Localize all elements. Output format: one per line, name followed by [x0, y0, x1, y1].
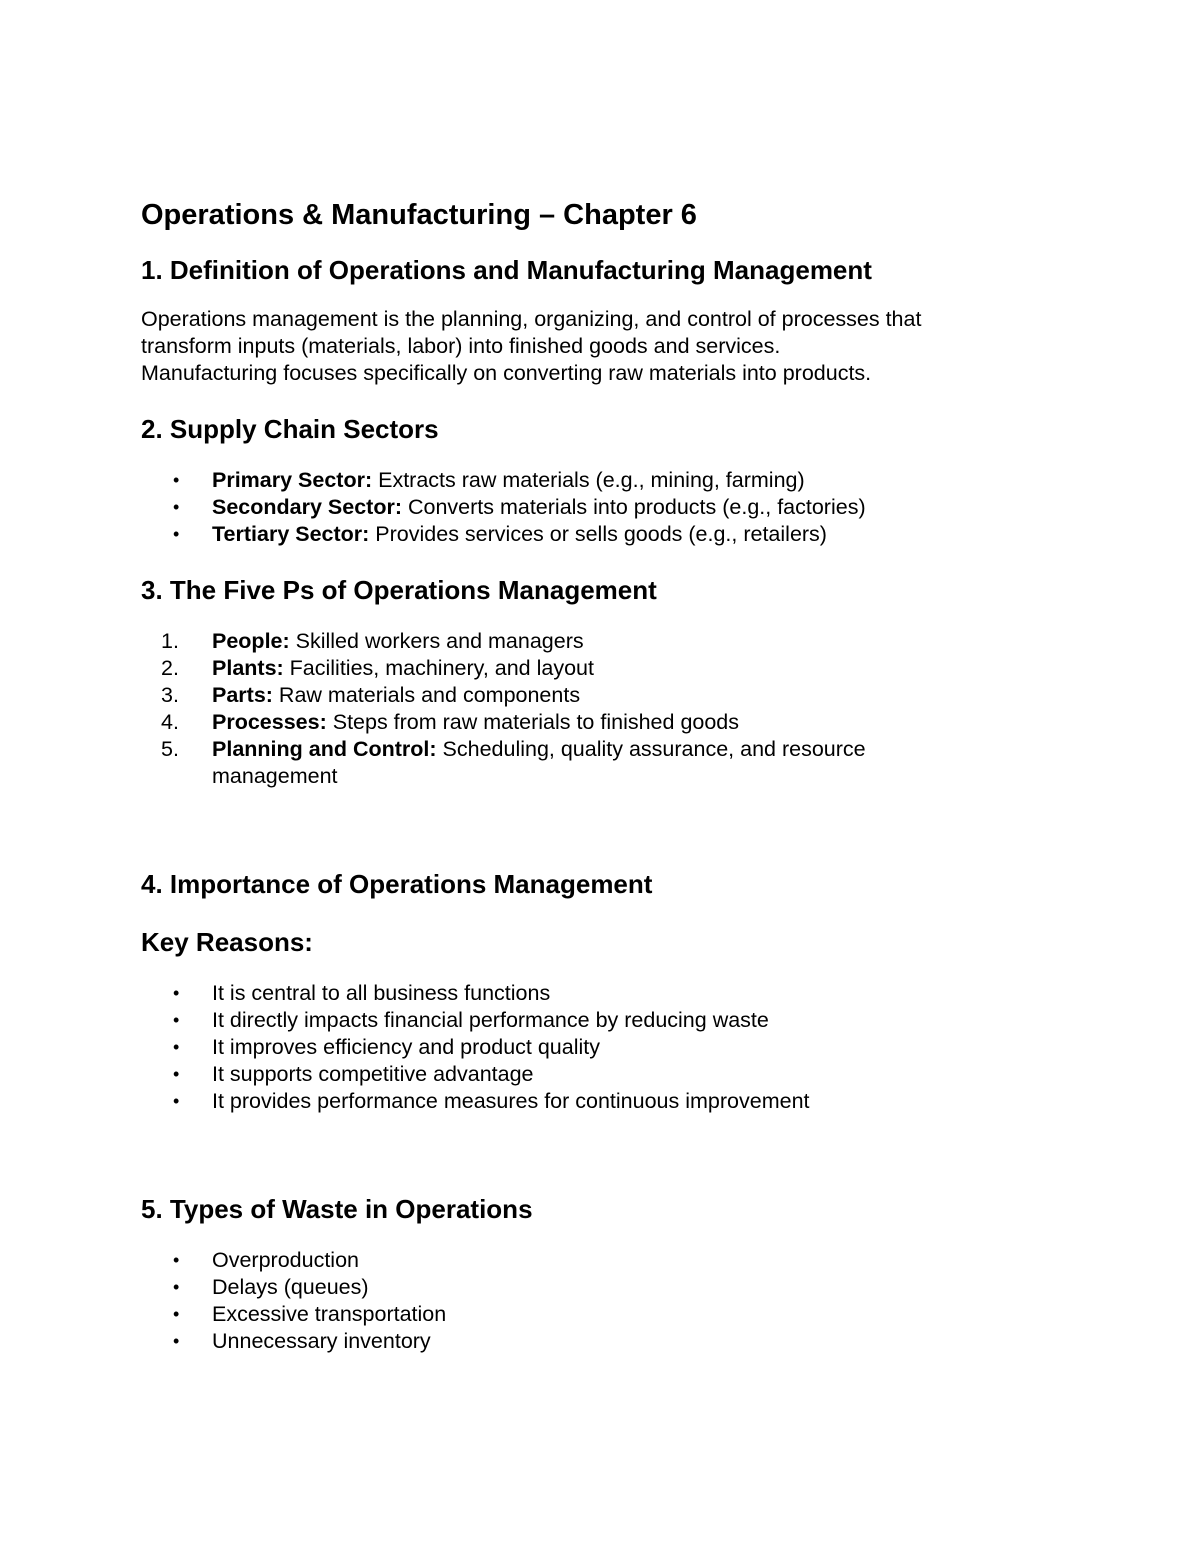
bullet-icon: •: [173, 497, 180, 517]
item-text: Raw materials and components: [272, 683, 581, 707]
list-item: [141, 655, 1041, 682]
list-item: [141, 736, 932, 790]
document-title: Operations & Manufacturing – Chapter 6: [141, 199, 697, 231]
item-term: Planning and Control:: [212, 737, 437, 761]
item-number: 1.: [161, 629, 179, 653]
bullet-icon: •: [173, 1091, 180, 1111]
bullet-icon: •: [173, 1010, 180, 1030]
item-term: Primary Sector:: [212, 468, 373, 492]
item-term: Tertiary Sector:: [212, 522, 370, 546]
supply-chain-sectors-list: [141, 467, 1041, 548]
item-text: Skilled workers and managers: [289, 629, 584, 653]
item-number: 4.: [161, 710, 179, 734]
section-2-heading: 2. Supply Chain Sectors: [141, 414, 439, 444]
bullet-icon: •: [173, 1064, 180, 1084]
list-item: [141, 1061, 1041, 1088]
list-item: [141, 1301, 1041, 1328]
list-item: [141, 1034, 1041, 1061]
bullet-icon: •: [173, 470, 180, 490]
bullet-icon: •: [173, 1304, 180, 1324]
item-text: Steps from raw materials to finished goods: [326, 710, 740, 734]
item-number: 5.: [161, 737, 179, 761]
item-text: Scheduling, quality assurance, and resource management: [212, 737, 866, 788]
list-item: [141, 980, 1041, 1007]
item-number: 2.: [161, 656, 179, 680]
paragraph-line: Operations management is the planning, organizing, and control of processes that: [141, 307, 922, 331]
bullet-icon: •: [173, 1250, 180, 1270]
item-text: Provides services or sells goods (e.g., retailers): [369, 522, 827, 546]
paragraph-line: Manufacturing focuses specifically on converting raw materials into products.: [141, 361, 872, 385]
section-3-heading: 3. The Five Ps of Operations Management: [141, 575, 657, 605]
list-item: [141, 467, 1041, 494]
item-term: Processes:: [212, 710, 327, 734]
list-item: [141, 682, 1041, 709]
item-text: Converts materials into products (e.g., factories): [401, 495, 866, 519]
item-text: Overproduction: [212, 1248, 359, 1272]
item-text: Unnecessary inventory: [212, 1329, 431, 1353]
item-term: Secondary Sector:: [212, 495, 402, 519]
section-1-paragraph: [141, 306, 1041, 387]
paragraph-line: transform inputs (materials, labor) into finished goods and services.: [141, 334, 781, 358]
key-reasons-list: [141, 980, 1041, 1115]
list-item: [141, 628, 1041, 655]
section-5-heading: 5. Types of Waste in Operations: [141, 1194, 533, 1224]
section-4-heading: 4. Importance of Operations Management: [141, 869, 653, 899]
item-term: People:: [212, 629, 290, 653]
bullet-icon: •: [173, 1331, 180, 1351]
list-item: [141, 1247, 1041, 1274]
list-item: [141, 1328, 1041, 1355]
bullet-icon: •: [173, 983, 180, 1003]
item-text: It supports competitive advantage: [212, 1062, 534, 1086]
key-reasons-subheading: Key Reasons:: [141, 927, 313, 957]
item-text: Delays (queues): [212, 1275, 369, 1299]
bullet-icon: •: [173, 524, 180, 544]
item-text: It is central to all business functions: [212, 981, 551, 1005]
list-item: [141, 521, 1041, 548]
list-item: [141, 1088, 1041, 1115]
document-body: [141, 193, 1041, 1355]
item-term: Parts:: [212, 683, 273, 707]
list-item: [141, 709, 1041, 736]
item-text: It directly impacts financial performance by reducing waste: [212, 1008, 769, 1032]
item-text: Facilities, machinery, and layout: [283, 656, 594, 680]
item-term: Plants:: [212, 656, 284, 680]
list-item: [141, 1274, 1041, 1301]
list-item: [141, 1007, 1041, 1034]
bullet-icon: •: [173, 1277, 180, 1297]
item-text: It provides performance measures for continuous improvement: [212, 1089, 810, 1113]
bullet-icon: •: [173, 1037, 180, 1057]
item-text: Extracts raw materials (e.g., mining, farming): [372, 468, 805, 492]
waste-types-list: [141, 1247, 1041, 1355]
five-ps-list: [141, 628, 1041, 790]
list-item: [141, 494, 1041, 521]
item-text: Excessive transportation: [212, 1302, 447, 1326]
item-number: 3.: [161, 683, 179, 707]
section-1-heading: 1. Definition of Operations and Manufacturing Management: [141, 255, 872, 285]
item-text: It improves efficiency and product quality: [212, 1035, 600, 1059]
